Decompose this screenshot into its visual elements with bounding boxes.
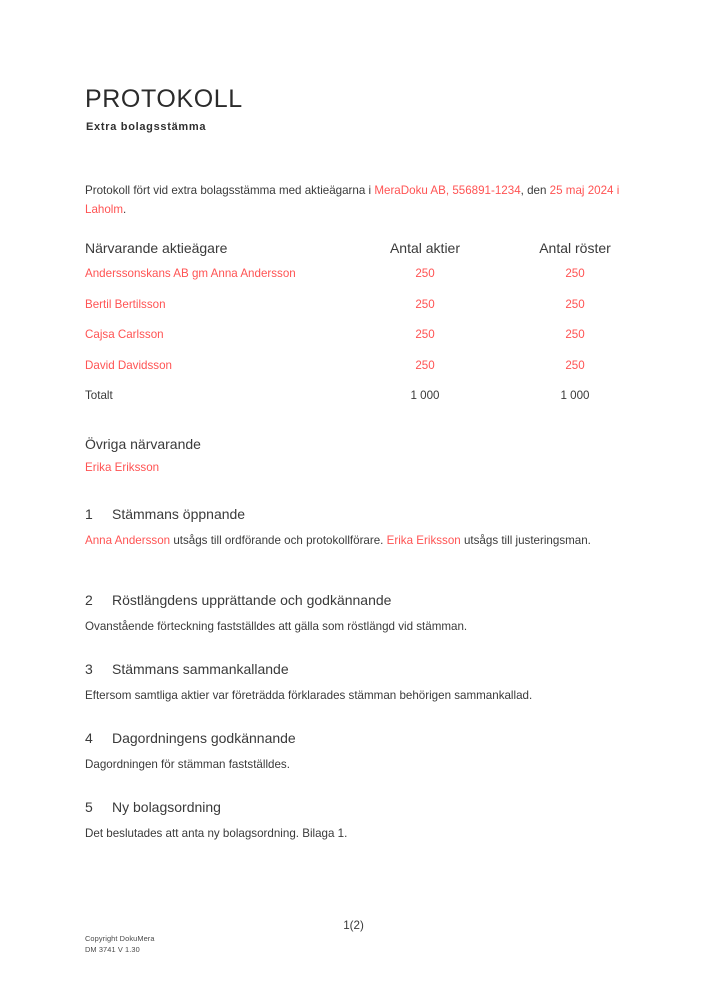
section-5-number: 5 — [85, 799, 93, 815]
table-row — [85, 327, 622, 358]
page-number: 1(2) — [343, 919, 364, 932]
section-5 — [85, 799, 622, 843]
section-3-number: 3 — [85, 661, 93, 677]
shareholder-shares: 250 — [415, 297, 435, 311]
section-1-text-part2: utsågs till ordförande och protokollförare. — [170, 534, 387, 547]
section-4-heading — [85, 730, 622, 752]
table-row — [85, 297, 622, 328]
shareholder-shares: 250 — [415, 267, 435, 280]
shareholder-name: Cajsa Carlsson — [85, 328, 164, 342]
section-2-title: Röstlängdens upprättande och godkännande — [112, 592, 392, 608]
section-2-heading — [85, 592, 622, 614]
intro-paragraph — [85, 181, 622, 219]
total-label: Totalt — [85, 389, 113, 403]
page-title: PROTOKOLL — [85, 85, 243, 113]
shareholder-votes: 250 — [565, 358, 585, 372]
column-header-shares: Antal aktier — [389, 240, 461, 256]
footer-copyright-block — [85, 934, 155, 955]
section-3-body: Eftersom samtliga aktier var företrädda förklarades stämman behörigen sammankallad. — [85, 689, 533, 702]
section-3-title: Stämmans sammankallande — [112, 661, 289, 677]
shareholder-votes: 250 — [565, 297, 585, 311]
table-row — [85, 358, 622, 389]
column-header-name: Närvarande aktieägare — [85, 240, 228, 256]
section-1-number: 1 — [85, 506, 93, 522]
section-5-title: Ny bolagsordning — [112, 799, 221, 815]
section-2 — [85, 592, 622, 636]
section-2-number: 2 — [85, 592, 93, 608]
other-attendees-heading: Övriga närvarande — [85, 436, 201, 452]
section-2-body: Ovanstående förteckning fastställdes att gälla som röstlängd vid stämman. — [85, 620, 468, 633]
table-header-row — [85, 240, 622, 266]
section-4-number: 4 — [85, 730, 93, 746]
adjuster-name: Erika Eriksson — [386, 534, 461, 547]
section-3-heading — [85, 661, 622, 683]
section-3 — [85, 661, 622, 705]
section-4-body: Dagordningen för stämman fastställdes. — [85, 758, 290, 771]
table-total-row — [85, 388, 622, 419]
chairperson-name: Anna Andersson — [85, 534, 171, 547]
shareholder-votes: 250 — [565, 328, 585, 342]
total-votes: 1 000 — [560, 389, 590, 403]
section-1-body — [85, 528, 622, 550]
section-1 — [85, 506, 622, 550]
table-row — [85, 266, 622, 297]
section-4-title: Dagordningens godkännande — [112, 730, 296, 746]
total-shares: 1 000 — [410, 389, 440, 403]
intro-text-part1: Protokoll fört vid extra bolagsstämma med aktieägarna i — [85, 184, 375, 197]
meeting-date-place: 25 maj 2024 i Laholm — [85, 184, 620, 216]
footer-doc-ref: DM 3741 V 1.30 — [85, 944, 140, 954]
section-1-heading — [85, 506, 622, 528]
intro-text-part3: . — [123, 203, 127, 216]
shareholder-name: Bertil Bertilsson — [85, 297, 166, 311]
shareholder-name: Anderssonskans AB gm Anna Andersson — [85, 267, 296, 280]
section-5-body: Det beslutades att anta ny bolagsordning. Bilaga 1. — [85, 827, 348, 840]
footer-copyright: Copyright DokuMera — [85, 934, 155, 943]
shareholder-shares: 250 — [415, 358, 435, 372]
company-name: MeraDoku AB, 556891-1234 — [374, 184, 521, 197]
page-subtitle: Extra bolagsstämma — [86, 121, 207, 133]
shareholders-table — [85, 240, 622, 419]
shareholder-votes: 250 — [565, 267, 585, 280]
section-4 — [85, 730, 622, 774]
intro-text-part2: , den — [520, 184, 550, 197]
shareholder-name: David Davidsson — [85, 358, 172, 372]
section-1-text-part3: utsågs till justeringsman. — [460, 534, 591, 547]
other-attendee-name: Erika Eriksson — [85, 461, 160, 474]
column-header-votes: Antal röster — [539, 240, 611, 256]
shareholder-shares: 250 — [415, 328, 435, 342]
section-5-heading — [85, 799, 622, 821]
section-1-title: Stämmans öppnande — [112, 506, 246, 522]
